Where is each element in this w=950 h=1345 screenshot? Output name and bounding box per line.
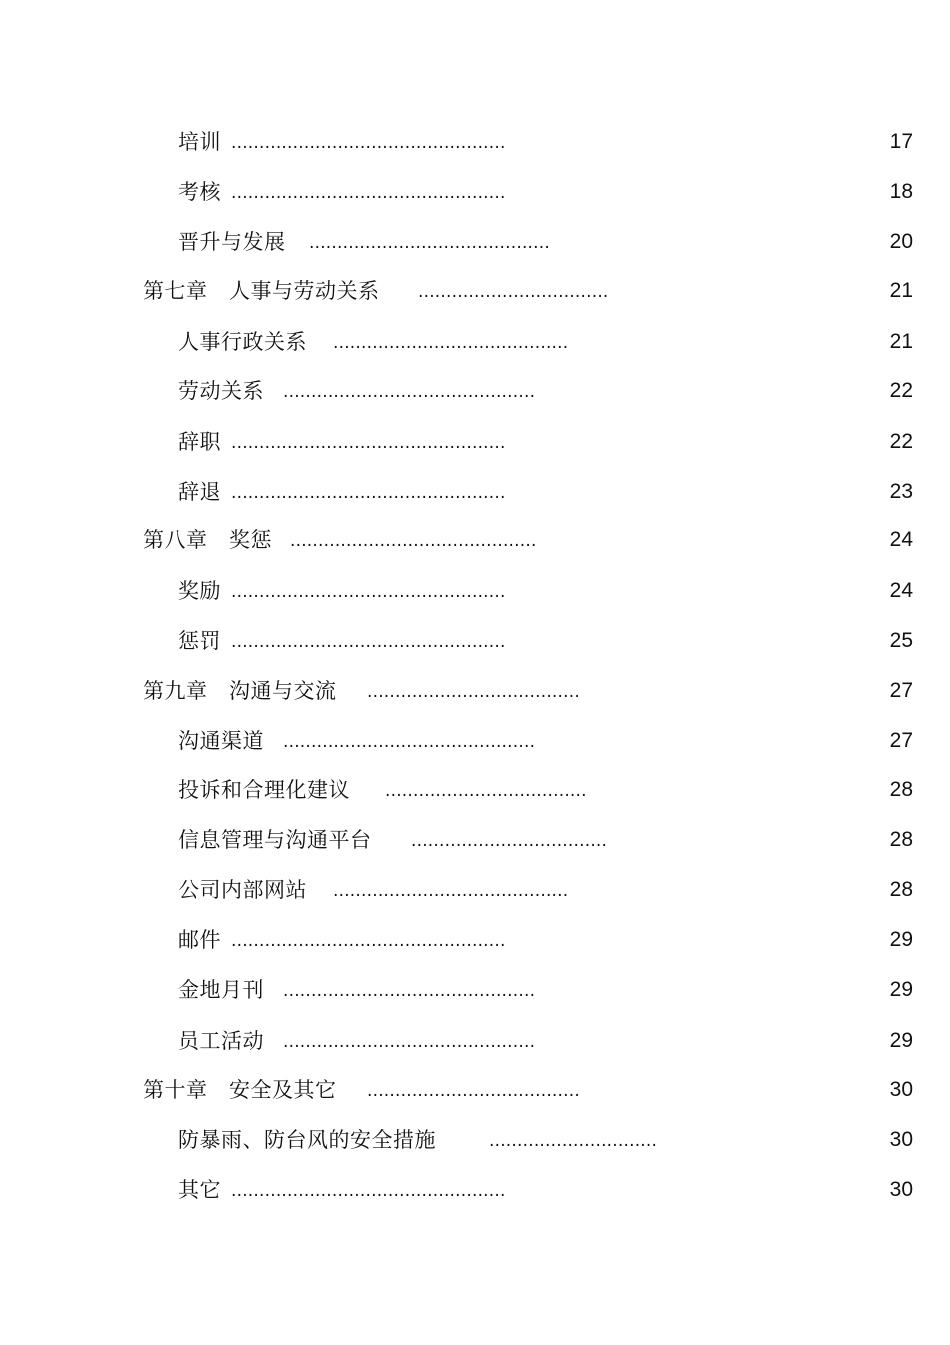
toc-entry-communication-channels[interactable] [0, 725, 950, 757]
toc-entry-promotion[interactable] [0, 226, 950, 258]
toc-page-number: 21 [889, 279, 913, 302]
toc-page-number: 18 [889, 180, 913, 203]
toc-page-number: 29 [889, 978, 913, 1001]
toc-entry-title: 信息管理与沟通平台 [178, 828, 372, 852]
toc-dot-leader: .............................. [489, 1131, 658, 1151]
toc-page-number: 20 [889, 230, 913, 253]
toc-dot-leader: .................................... [385, 781, 587, 801]
toc-entry-information-platform[interactable] [0, 824, 950, 856]
toc-dot-leader: ................................................. [231, 632, 506, 652]
toc-dot-leader: ................................... [411, 831, 608, 851]
toc-page-number: 30 [889, 1078, 913, 1101]
toc-dot-leader: ............................................. [283, 382, 536, 402]
toc-dot-leader: ................................................. [231, 433, 506, 453]
toc-page-number: 22 [889, 430, 913, 453]
toc-entry-title: 其它 [178, 1178, 221, 1202]
toc-chapter-title: 第十章 安全及其它 [143, 1078, 337, 1102]
toc-entry-title: 考核 [178, 180, 221, 204]
toc-entry-monthly-magazine[interactable] [0, 974, 950, 1006]
toc-dot-leader: .......................................... [333, 333, 569, 353]
toc-entry-dismissal[interactable] [0, 476, 950, 508]
toc-entry-title: 劳动关系 [178, 379, 264, 403]
toc-dot-leader: ................................................. [231, 483, 506, 503]
toc-entry-training[interactable] [0, 126, 950, 158]
toc-dot-leader: ............................................. [283, 981, 536, 1001]
toc-entry-title: 投诉和合理化建议 [178, 778, 350, 802]
toc-entry-chapter-7[interactable] [0, 275, 950, 307]
toc-entry-assessment[interactable] [0, 176, 950, 208]
toc-entry-title: 沟通渠道 [178, 729, 264, 753]
toc-page-number: 28 [889, 778, 913, 801]
toc-chapter-title: 第七章 人事与劳动关系 [143, 279, 380, 303]
toc-chapter-title: 第九章 沟通与交流 [143, 679, 337, 703]
toc-page-number: 30 [889, 1128, 913, 1151]
toc-page-number: 17 [889, 130, 913, 153]
toc-entry-others[interactable] [0, 1174, 950, 1206]
toc-entry-email[interactable] [0, 924, 950, 956]
toc-entry-chapter-8[interactable] [0, 524, 950, 556]
toc-page-number: 29 [889, 928, 913, 951]
toc-entry-labor-relations[interactable] [0, 375, 950, 407]
toc-entry-title: 奖励 [178, 579, 221, 603]
toc-page-number: 25 [889, 629, 913, 652]
toc-entry-title: 防暴雨、防台风的安全措施 [178, 1128, 436, 1152]
toc-dot-leader: ...................................... [367, 1081, 580, 1101]
toc-page-number: 23 [889, 480, 913, 503]
toc-page-number: 24 [889, 528, 913, 551]
toc-entry-rewards[interactable] [0, 575, 950, 607]
toc-dot-leader: ............................................. [283, 1032, 536, 1052]
toc-page-number: 22 [889, 379, 913, 402]
toc-dot-leader: ................................................. [231, 133, 506, 153]
toc-entry-storm-safety[interactable] [0, 1124, 950, 1156]
toc-entry-title: 员工活动 [178, 1029, 264, 1053]
toc-entry-chapter-9[interactable] [0, 675, 950, 707]
toc-page-number: 29 [889, 1029, 913, 1052]
toc-page-number: 28 [889, 828, 913, 851]
toc-page-number: 30 [889, 1178, 913, 1201]
toc-entry-penalties[interactable] [0, 625, 950, 657]
toc-page-number: 27 [889, 679, 913, 702]
toc-entry-title: 惩罚 [178, 629, 221, 653]
toc-dot-leader: ................................................. [231, 582, 506, 602]
toc-entry-intranet-site[interactable] [0, 874, 950, 906]
toc-entry-title: 晋升与发展 [178, 230, 286, 254]
toc-entry-title: 人事行政关系 [178, 330, 307, 354]
toc-page-number: 21 [889, 330, 913, 353]
toc-entry-staff-activities[interactable] [0, 1025, 950, 1057]
toc-dot-leader: ................................................. [231, 1181, 506, 1201]
toc-dot-leader: ...................................... [367, 682, 580, 702]
toc-entry-complaints-suggestions[interactable] [0, 774, 950, 806]
toc-entry-title: 培训 [178, 130, 221, 154]
toc-entry-title: 金地月刊 [178, 978, 264, 1002]
toc-dot-leader: ................................................. [231, 931, 506, 951]
toc-dot-leader: .......................................... [333, 881, 569, 901]
toc-entry-chapter-10[interactable] [0, 1074, 950, 1106]
toc-entry-title: 辞退 [178, 480, 221, 504]
toc-entry-title: 邮件 [178, 928, 221, 952]
toc-dot-leader: ................................................. [231, 183, 506, 203]
toc-chapter-title: 第八章 奖惩 [143, 528, 272, 552]
toc-entry-title: 辞职 [178, 430, 221, 454]
toc-page-number: 27 [889, 729, 913, 752]
toc-page-number: 24 [889, 579, 913, 602]
toc-dot-leader: ............................................. [283, 732, 536, 752]
toc-dot-leader: ........................................... [309, 233, 550, 253]
toc-entry-personnel-relations[interactable] [0, 326, 950, 358]
toc-page-number: 28 [889, 878, 913, 901]
toc-entry-title: 公司内部网站 [178, 878, 307, 902]
toc-dot-leader: ............................................ [290, 531, 537, 551]
toc-entry-resignation[interactable] [0, 426, 950, 458]
toc-dot-leader: .................................. [418, 282, 609, 302]
